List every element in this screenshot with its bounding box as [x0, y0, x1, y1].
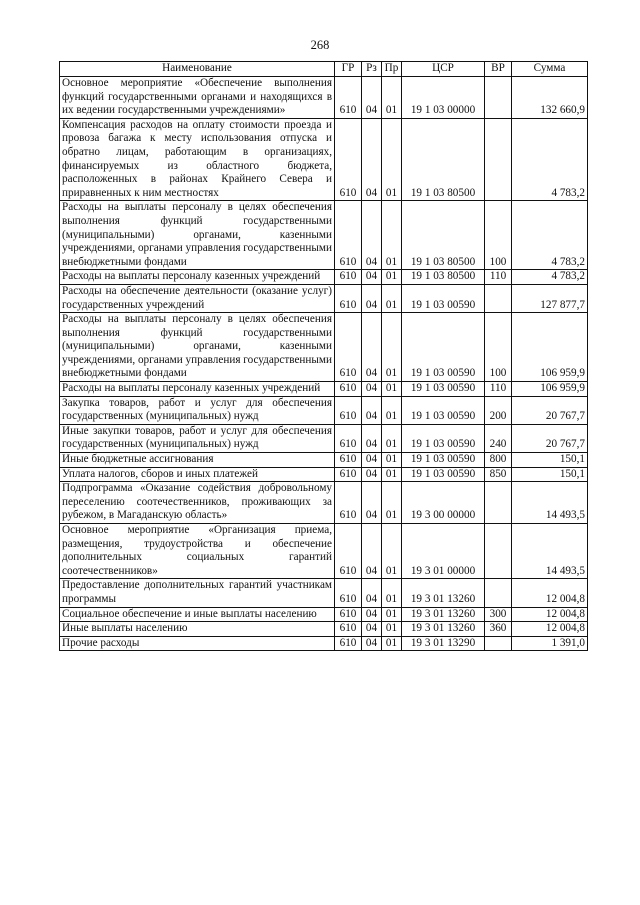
row-name: Предоставление дополнительных гарантий участникам программы — [60, 579, 335, 607]
row-gr: 610 — [335, 284, 362, 312]
row-rz: 04 — [362, 453, 382, 468]
row-name: Расходы на выплаты персоналу казенных учреждений — [60, 270, 335, 285]
table-row — [60, 313, 588, 382]
row-sum: 150,1 — [512, 467, 588, 482]
row-gr: 610 — [335, 467, 362, 482]
row-vr: 110 — [485, 270, 512, 285]
row-name: Социальное обеспечение и иные выплаты населению — [60, 607, 335, 622]
row-gr: 610 — [335, 313, 362, 382]
row-vr: 200 — [485, 396, 512, 424]
page-number: 268 — [310, 38, 330, 52]
row-vr: 300 — [485, 607, 512, 622]
row-sum: 132 660,9 — [512, 77, 588, 119]
row-rz: 04 — [362, 579, 382, 607]
row-csr: 19 3 01 13260 — [402, 622, 485, 637]
row-vr: 100 — [485, 313, 512, 382]
row-rz: 04 — [362, 77, 382, 119]
table-row — [60, 270, 588, 285]
row-gr: 610 — [335, 424, 362, 452]
row-rz: 04 — [362, 467, 382, 482]
header-pr: Пр — [382, 62, 402, 77]
header-vr: ВР — [485, 62, 512, 77]
row-csr: 19 3 01 13260 — [402, 579, 485, 607]
row-gr: 610 — [335, 396, 362, 424]
row-vr: 800 — [485, 453, 512, 468]
row-gr: 610 — [335, 382, 362, 397]
row-gr: 610 — [335, 201, 362, 270]
row-gr: 610 — [335, 524, 362, 579]
row-csr: 19 1 03 00590 — [402, 396, 485, 424]
row-name: Прочие расходы — [60, 636, 335, 651]
row-csr: 19 3 01 13260 — [402, 607, 485, 622]
row-csr: 19 1 03 00590 — [402, 453, 485, 468]
table-body — [60, 77, 588, 651]
row-pr: 01 — [382, 396, 402, 424]
row-name: Иные закупки товаров, работ и услуг для обеспечения государственных (муниципальных) нужд — [60, 424, 335, 452]
row-csr: 19 3 00 00000 — [402, 482, 485, 524]
row-sum: 106 959,9 — [512, 313, 588, 382]
row-csr: 19 1 03 00590 — [402, 313, 485, 382]
table-row — [60, 622, 588, 637]
row-rz: 04 — [362, 524, 382, 579]
row-pr: 01 — [382, 424, 402, 452]
row-csr: 19 3 01 00000 — [402, 524, 485, 579]
row-rz: 04 — [362, 622, 382, 637]
row-pr: 01 — [382, 453, 402, 468]
row-csr: 19 1 03 00590 — [402, 284, 485, 312]
row-pr: 01 — [382, 77, 402, 119]
row-gr: 610 — [335, 579, 362, 607]
row-sum: 4 783,2 — [512, 118, 588, 201]
row-rz: 04 — [362, 482, 382, 524]
table-row — [60, 424, 588, 452]
row-csr: 19 1 03 80500 — [402, 270, 485, 285]
row-name: Иные выплаты населению — [60, 622, 335, 637]
row-gr: 610 — [335, 118, 362, 201]
row-pr: 01 — [382, 118, 402, 201]
row-name: Расходы на выплаты персоналу казенных учреждений — [60, 382, 335, 397]
row-name: Основное мероприятие «Обеспечение выполнения функций государственными органами и находящихся в их ведении государственными учреждениями» — [60, 77, 335, 119]
row-rz: 04 — [362, 118, 382, 201]
row-sum: 20 767,7 — [512, 424, 588, 452]
table-row — [60, 453, 588, 468]
row-pr: 01 — [382, 579, 402, 607]
table-row — [60, 77, 588, 119]
table-row — [60, 201, 588, 270]
row-sum: 14 493,5 — [512, 524, 588, 579]
row-pr: 01 — [382, 270, 402, 285]
budget-table — [59, 61, 588, 651]
row-vr — [485, 482, 512, 524]
row-vr — [485, 284, 512, 312]
row-pr: 01 — [382, 524, 402, 579]
row-pr: 01 — [382, 201, 402, 270]
table-row — [60, 284, 588, 312]
row-csr: 19 1 03 00590 — [402, 382, 485, 397]
row-name: Подпрограмма «Оказание содействия добровольному переселению соотечественников, проживающих за рубежом, в Магаданскую область» — [60, 482, 335, 524]
table-row — [60, 482, 588, 524]
row-rz: 04 — [362, 382, 382, 397]
row-name: Расходы на выплаты персоналу в целях обеспечения выполнения функций государственными (муниципальными) органами, казенными учреждениями, органами управления государственными внебюджетными фондами — [60, 201, 335, 270]
row-gr: 610 — [335, 622, 362, 637]
row-sum: 106 959,9 — [512, 382, 588, 397]
row-gr: 610 — [335, 270, 362, 285]
table-row — [60, 636, 588, 651]
row-rz: 04 — [362, 284, 382, 312]
row-gr: 610 — [335, 636, 362, 651]
row-rz: 04 — [362, 396, 382, 424]
row-pr: 01 — [382, 482, 402, 524]
row-vr — [485, 524, 512, 579]
row-csr: 19 3 01 13290 — [402, 636, 485, 651]
row-csr: 19 1 03 80500 — [402, 118, 485, 201]
row-csr: 19 1 03 00590 — [402, 467, 485, 482]
row-name: Основное мероприятие «Организация приема, размещения, трудоустройства и обеспечение дополнительных социальных гарантий соотечественников» — [60, 524, 335, 579]
row-gr: 610 — [335, 607, 362, 622]
row-pr: 01 — [382, 622, 402, 637]
header-name: Наименование — [60, 62, 335, 77]
row-gr: 610 — [335, 482, 362, 524]
row-sum: 14 493,5 — [512, 482, 588, 524]
row-sum: 1 391,0 — [512, 636, 588, 651]
row-name: Уплата налогов, сборов и иных платежей — [60, 467, 335, 482]
row-name: Иные бюджетные ассигнования — [60, 453, 335, 468]
row-sum: 12 004,8 — [512, 607, 588, 622]
row-vr: 100 — [485, 201, 512, 270]
table-row — [60, 524, 588, 579]
row-sum: 4 783,2 — [512, 270, 588, 285]
header-gr: ГР — [335, 62, 362, 77]
row-rz: 04 — [362, 313, 382, 382]
row-sum: 12 004,8 — [512, 579, 588, 607]
row-vr — [485, 636, 512, 651]
row-csr: 19 1 03 00590 — [402, 424, 485, 452]
row-vr: 110 — [485, 382, 512, 397]
row-sum: 127 877,7 — [512, 284, 588, 312]
row-rz: 04 — [362, 424, 382, 452]
row-name: Расходы на выплаты персоналу в целях обеспечения выполнения функций государственными (муниципальными) органами, казенными учреждениями, органами управления государственными внебюджетными фондами — [60, 313, 335, 382]
table-row — [60, 118, 588, 201]
table-row — [60, 382, 588, 397]
row-vr: 240 — [485, 424, 512, 452]
table-row — [60, 607, 588, 622]
row-name: Закупка товаров, работ и услуг для обеспечения государственных (муниципальных) нужд — [60, 396, 335, 424]
row-vr — [485, 77, 512, 119]
row-pr: 01 — [382, 467, 402, 482]
row-rz: 04 — [362, 636, 382, 651]
row-name: Расходы на обеспечение деятельности (оказание услуг) государственных учреждений — [60, 284, 335, 312]
row-rz: 04 — [362, 201, 382, 270]
table-row — [60, 396, 588, 424]
row-sum: 4 783,2 — [512, 201, 588, 270]
row-name: Компенсация расходов на оплату стоимости проезда и провоза багажа к месту использования отпуска и обратно лицам, работающим в организациях, финансируемых из областного бюджета, расположенных в районах Крайнего Севера и приравненных к ним местностях — [60, 118, 335, 201]
row-csr: 19 1 03 00000 — [402, 77, 485, 119]
row-sum: 150,1 — [512, 453, 588, 468]
row-vr: 850 — [485, 467, 512, 482]
header-sum: Сумма — [512, 62, 588, 77]
row-vr: 360 — [485, 622, 512, 637]
table-row — [60, 467, 588, 482]
row-gr: 610 — [335, 453, 362, 468]
row-pr: 01 — [382, 607, 402, 622]
row-pr: 01 — [382, 284, 402, 312]
row-vr — [485, 579, 512, 607]
header-row — [60, 62, 588, 77]
row-sum: 12 004,8 — [512, 622, 588, 637]
row-gr: 610 — [335, 77, 362, 119]
table-row — [60, 579, 588, 607]
header-csr: ЦСР — [402, 62, 485, 77]
row-pr: 01 — [382, 313, 402, 382]
header-rz: Рз — [362, 62, 382, 77]
row-sum: 20 767,7 — [512, 396, 588, 424]
row-pr: 01 — [382, 636, 402, 651]
row-rz: 04 — [362, 270, 382, 285]
row-vr — [485, 118, 512, 201]
row-csr: 19 1 03 80500 — [402, 201, 485, 270]
row-rz: 04 — [362, 607, 382, 622]
row-pr: 01 — [382, 382, 402, 397]
